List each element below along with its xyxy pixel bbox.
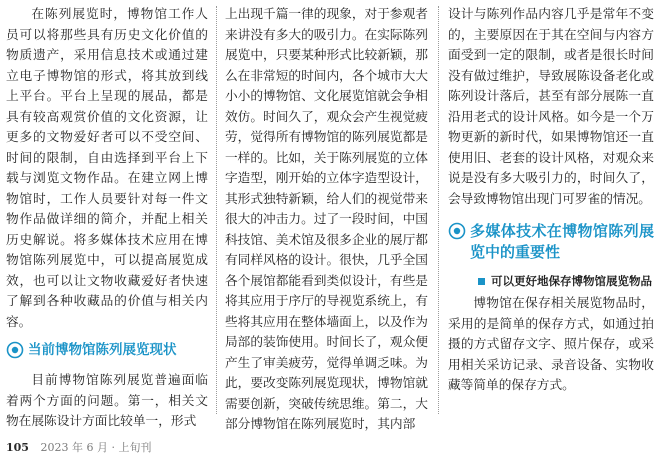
issue-info: 2023 年 6 月 · 上旬刊 xyxy=(40,441,152,454)
section-bullet-icon xyxy=(6,341,24,359)
subsection-heading xyxy=(448,271,654,291)
page-footer xyxy=(6,439,151,455)
body-paragraph: 博物馆在保存相关展览物品时，采用的是简单的保存方式，如通过拍摄的方式留存文字、照片保存，或采用相关采访记录、录音设备、实物收藏等简单的保存方式。 xyxy=(448,295,654,392)
section-heading-importance xyxy=(448,221,654,263)
body-paragraph: 上出现千篇一律的现象，对于参观者来讲没有多大的吸引力。在实际陈列展览中，只要某种形式比较新颖，那么在非常短的时间内，各个城市大大小小的博物馆、文化展览馆就会争相效仿。时间久了，观众会产生视觉疲劳，觉得所有博物馆的陈列展览都是一样的。比如，关于陈列展览的立体字造型，刚开始的立体字造型设计，其形式独特新颖，给人们的视觉带来很大的冲击力。过了一段时间，中国科技馆、美术馆及很多企业的展厅都有同样风格的设计。很快，几乎全国各个展馆都能看到类似设计，有些是将其应用于序厅的导视览系统上，有些将其应用在整体墙面上，以及作为局部的装饰使用。时间长了，观众便产生了审美疲劳，觉得单调乏味。为此，要改变陈列展览现状，博物馆就需要创新，突破传统思维。第二，大部分博物馆在陈列展览时，其内部 xyxy=(225,6,428,431)
column-3 xyxy=(448,4,654,396)
column-divider xyxy=(438,6,439,414)
square-bullet-icon xyxy=(478,278,485,285)
section-heading-text: 当前博物馆陈列展览现状 xyxy=(28,342,177,358)
column-2 xyxy=(225,4,428,435)
body-paragraph: 设计与陈列作品内容几乎是常年不变的，主要原因在于其在空间与内容方面受到一定的限制，或者是很长时间没有做过维护，导致展陈设备老化或陈列设计落后，甚至有部分展陈一直沿用老式的设计风格。如今是一个万物更新的新时代，如果博物馆还一直使用旧、老套的设计风格，对观众来说是没有多大吸引力的，时间久了，会导致博物馆出现门可罗雀的情况。 xyxy=(448,6,654,206)
subsection-heading-text: 可以更好地保存博物馆展览物品 xyxy=(491,274,652,288)
column-1 xyxy=(6,4,208,432)
page-number: 105 xyxy=(6,441,29,454)
body-paragraph: 在陈列展览时，博物馆工作人员可以将那些具有历史文化价值的物质遗产，采用信息技术或通过建立电子博物馆的形式，将其放到线上平台。平台上呈现的展品，都是具有较高观赏价值的文化资源，让更多的文物爱好者可以不受空间、时间的限制，自由选择到平台上下载与浏览文物作品。在建立网上博物馆时，工作人员要针对每一件文物作品做详细的简介，并配上相关历史解说。将多媒体技术应用在博物馆陈列展览中，可以提高展览成效，也可以让文物收藏爱好者快速了解到各种收藏品的价值与相关内容。 xyxy=(6,6,208,329)
column-divider xyxy=(216,6,217,414)
section-bullet-icon xyxy=(448,222,466,240)
section-heading-text: 多媒体技术在博物馆陈列展览中的重要性 xyxy=(470,222,654,261)
section-heading-current-status xyxy=(6,340,208,360)
body-paragraph: 目前博物馆陈列展览普遍面临着两个方面的问题。第一，相关文物在展陈设计方面比较单一，形式 xyxy=(6,372,208,428)
